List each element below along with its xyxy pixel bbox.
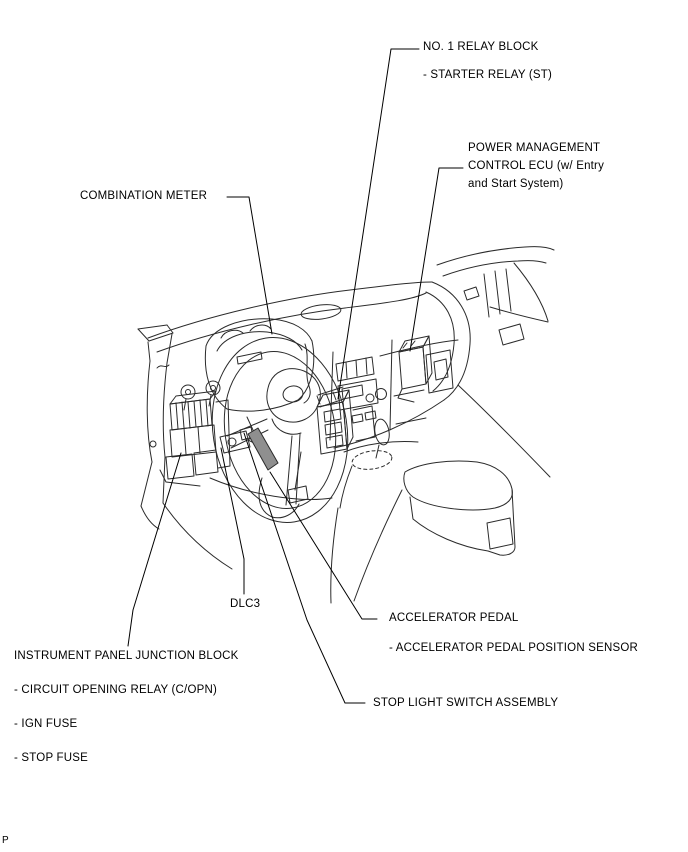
dash-speaker-grille xyxy=(300,303,341,322)
accelerator-pedal-part xyxy=(247,417,278,470)
center-console-armrest xyxy=(404,461,515,555)
label-combination-meter: COMBINATION METER xyxy=(80,190,208,202)
accelerator-pedal-leader xyxy=(270,472,377,619)
label-power-management-line1: POWER MANAGEMENT xyxy=(468,142,601,154)
dlc3-leader xyxy=(221,448,244,594)
label-power-management-line2: CONTROL ECU (w/ Entry xyxy=(468,160,605,172)
page-corner-mark: P xyxy=(2,835,9,846)
label-circuit-opening-relay: - CIRCUIT OPENING RELAY (C/OPN) xyxy=(14,684,218,696)
label-ign-fuse: - IGN FUSE xyxy=(14,718,78,730)
steering-wheel xyxy=(199,328,360,533)
gear-shifter xyxy=(340,418,418,508)
label-stop-fuse: - STOP FUSE xyxy=(14,752,88,764)
power-management-ecu-part xyxy=(398,336,453,402)
right-pillar-door xyxy=(437,247,554,477)
label-dlc3: DLC3 xyxy=(230,598,261,610)
junction-block-part xyxy=(160,381,230,486)
instrument-panel-drawing xyxy=(138,247,554,603)
leader-lines xyxy=(128,49,463,703)
label-accelerator-pedal: ACCELERATOR PEDAL xyxy=(389,612,519,624)
no1-relay-block-leader xyxy=(338,49,419,399)
label-no1-relay-block: NO. 1 RELAY BLOCK xyxy=(423,41,539,53)
label-starter-relay: - STARTER RELAY (ST) xyxy=(423,69,553,81)
combination-meter-leader xyxy=(227,197,272,334)
steering-emblem xyxy=(282,385,304,404)
label-accelerator-pedal-position-sensor: - ACCELERATOR PEDAL POSITION SENSOR xyxy=(389,642,638,654)
label-instrument-panel-junction-block: INSTRUMENT PANEL JUNCTION BLOCK xyxy=(14,650,239,662)
label-stop-light-switch-assembly: STOP LIGHT SWITCH ASSEMBLY xyxy=(373,697,559,709)
label-power-management-line3: and Start System) xyxy=(468,178,564,190)
junction-block-leader xyxy=(128,453,181,646)
dash-top-cowl xyxy=(148,282,458,448)
combination-meter-cluster xyxy=(205,319,313,411)
stop-light-switch-leader xyxy=(244,433,365,703)
